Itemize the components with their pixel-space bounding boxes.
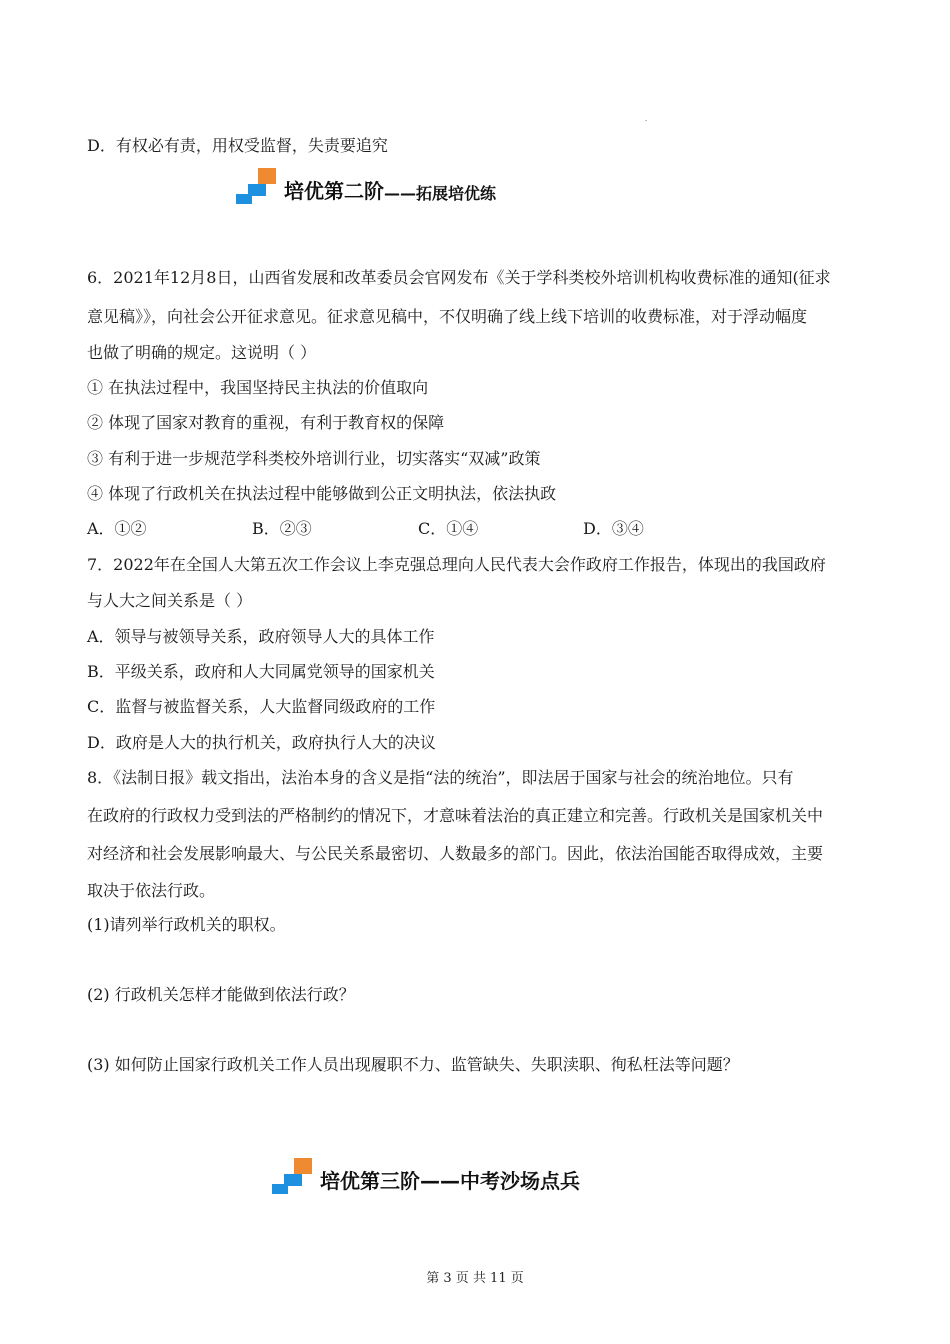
section-heading-3 [272,1158,580,1194]
stairs-logo-icon [236,168,280,204]
choice-c: C．①④ [418,519,479,538]
q7-option-c: C．监督与被监督关系，人大监督同级政府的工作 [87,697,436,716]
q8-stem-line: 在政府的行政权力受到法的严格制约的情况下，才意味着法治的真正建立和完善。行政机关是国家机关中 [87,806,824,825]
scan-dot [645,120,647,121]
section-subtitle: ——中考沙场点兵 [420,1169,580,1193]
choice-d: D．③④ [583,519,644,538]
q7-option-d: D．政府是人大的执行机关，政府执行人大的决议 [87,733,436,752]
q6-stem-line: 也做了明确的规定。这说明（ ） [87,343,317,362]
q8-stem-line: 8．《法制日报》载文指出，法治本身的含义是指“法的统治”，即法居于国家与社会的统治地位。只有 [87,768,794,787]
q6-statement: ② 体现了国家对教育的重视，有利于教育权的保障 [87,413,445,432]
q8-stem-line: 取决于依法行政。 [87,881,216,900]
q8-subquestion-3: (3) 如何防止国家行政机关工作人员出现履职不力、监管缺失、失职渎职、徇私枉法等问题？ [87,1055,739,1074]
q8-subquestion-1: (1)请列举行政机关的职权。 [87,915,286,934]
q7-stem-line: 7．2022年在全国人大第五次工作会议上李克强总理向人民代表大会作政府工作报告，体现出的我国政府 [87,555,826,574]
choice-a: A．①② [87,519,147,538]
q7-stem-line: 与人大之间关系是（ ） [87,591,253,610]
stairs-logo-icon [272,1158,316,1194]
q8-stem-line: 对经济和社会发展影响最大、与公民关系最密切、人数最多的部门。因此，依法治国能否取得成效，主要 [87,844,824,863]
q7-option-a: A．领导与被领导关系，政府领导人大的具体工作 [87,627,435,646]
q8-subquestion-2: (2) 行政机关怎样才能做到依法行政？ [87,985,355,1004]
q6-stem-line: 6．2021年12月8日，山西省发展和改革委员会官网发布《关于学科类校外培训机构收费标准的通知(征求 [87,268,831,287]
q6-statement: ① 在执法过程中，我国坚持民主执法的价值取向 [87,378,429,397]
q5-option-d: D．有权必有责，用权受监督，失责要追究 [87,136,388,155]
q7-option-b: B．平级关系，政府和人大同属党领导的国家机关 [87,662,435,681]
q6-statement: ③ 有利于进一步规范学科类校外培训行业，切实落实“双减”政策 [87,449,541,468]
section-title: 培优第二阶 [284,179,384,203]
section-title: 培优第三阶 [320,1169,420,1193]
section-subtitle: ——拓展培优练 [384,184,497,203]
page-footer: 第 3 页 共 11 页 [426,1271,524,1286]
q6-stem-line: 意见稿》》，向社会公开征求意见。征求意见稿中，不仅明确了线上线下培训的收费标准，对于浮动幅度 [87,307,808,326]
q6-statement: ④ 体现了行政机关在执法过程中能够做到公正文明执法，依法执政 [87,484,557,503]
choice-b: B．②③ [252,519,312,538]
section-heading-2 [236,168,496,204]
